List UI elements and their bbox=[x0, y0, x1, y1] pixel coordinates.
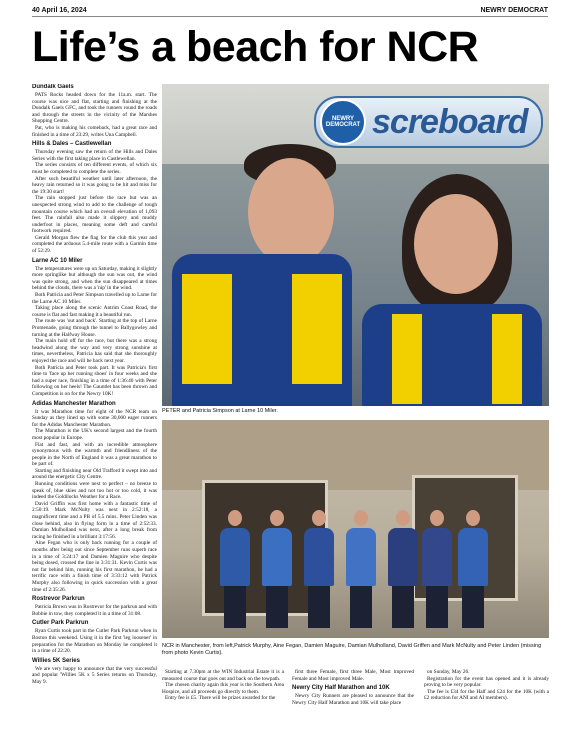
article-paragraph: The rain stopped just before the race but was an unexpected strong wind to add to the challenge of tough mountain course which had an overall elevation of 1,093 feet. The rainfall also made it slippery and muddy underfoot in places, meaning some deft and careful footwork required. bbox=[32, 195, 157, 235]
manchester-photo bbox=[162, 420, 549, 638]
section-title: Dundalk Gaels bbox=[32, 84, 74, 90]
article-paragraph: The series consists of ten different events, of which six must be completed to complete the series. bbox=[32, 162, 157, 175]
team-runner bbox=[304, 510, 334, 628]
article-paragraph: Gerald Morgan flew the flag for the club this year and completed the arduous 5.4-mile route with a Garmin time of 52:29. bbox=[32, 234, 157, 255]
team-runner bbox=[262, 510, 292, 628]
article-paragraph: We are very happy to announce that the very successful and popular 'Willies 5K x 5 Series returns on Thursday, May 9. bbox=[32, 665, 157, 685]
bottom-paragraph: Starting at 7.30pm at the WIN Industrial Estate it is a measured course that goes out and back on the towpath. bbox=[162, 669, 284, 682]
team-runner bbox=[388, 510, 418, 628]
article-paragraph: David Griffin was first home with a fantastic time of 2:50:19. Mark McNulty was next in 2:52:18, a magnificent time and a PB of 5.5 mins. Peter Linden was close behind, also in flying form in a time of 2:52:33. Damian Mulholland was next, after a long break from racing he finished in a brilliant 3:17:56. bbox=[32, 500, 157, 540]
article-section bbox=[32, 84, 157, 138]
larne-photo-caption: PETER and Patricia Simpson at Larne 10 Miler. bbox=[162, 408, 278, 414]
article-section bbox=[32, 620, 157, 654]
article-paragraph: Ryan Curtis took part in the Cutler Park Parkrun when in Boston this weekend. Using it in the first 'leg loosener' in preparation for the Marathon on Monday he completed it in a time of 22:20. bbox=[32, 628, 157, 655]
manchester-photo-caption: NCR in Manchester, from left,Patrick Murphy, Aine Fegan, Damien Maguire, Damian Mulholland, David Griffen and Mark McNulty and Peter Linden (missing from photo Kevin Curtis). bbox=[162, 643, 542, 656]
article-paragraph: The Marathon is the UK's second largest and the fourth most popular in Europe. bbox=[32, 428, 157, 441]
article-paragraph: After such beautiful weather until later afternoon, the heavy rain returned so it was going to be hit and miss for the 19:30 start! bbox=[32, 175, 157, 195]
bottom-column-2 bbox=[292, 669, 414, 735]
publication-name: NEWRY DEMOCRAT bbox=[480, 6, 548, 14]
article-paragraph: Aine Fegan who is only back running for a couple of months after being out since September runs superb race in a time of 3:24:17 and Damien Maguire who despite being dosed, crossed the line in 3:31:31. Kevin Curtis was not far behind him, running his first marathon, he had a terrific race with a finish time of 3:33:12 with Patrick Murphy also following in quick succession with a great time of 2:35:26. bbox=[32, 540, 157, 593]
article-section bbox=[32, 141, 157, 255]
issue-date: 40 April 16, 2024 bbox=[32, 6, 87, 14]
article-paragraph: PATS Rocks headed down for the 11a.m. start. The course was nice and flat, starting and finishing at the Dundalk Gaels GFC, and took the runners round the roads and through the streets in the vicinity of the Marshes Shopping Centre. bbox=[32, 92, 157, 125]
article-paragraph: Flat and fast, and with an incredible atmosphere synonymous with the warmth and friendliness of the people in the North of England it was a great marathon to be part of. bbox=[32, 441, 157, 468]
article-section bbox=[32, 401, 157, 594]
team-runner bbox=[458, 510, 488, 628]
bottom-column-1 bbox=[162, 669, 284, 735]
bottom-paragraph: The fee is £34 for the Half and £24 for the 10K (with a £2 reduction for ANI and AI members). bbox=[424, 688, 549, 702]
larne-photo bbox=[162, 84, 549, 406]
newspaper-emblem: NEWRY DEMOCRAT bbox=[320, 99, 366, 145]
logo-wordmark: screboard bbox=[372, 102, 528, 141]
bottom-column-3 bbox=[424, 669, 549, 735]
section-title: Willies 5K Series bbox=[32, 657, 80, 664]
article-section bbox=[32, 258, 157, 398]
article-paragraph: The route was 'out and back'. Starting at the top of Larne Promenade, going through the tunnel to Ballygowley and turning at the Halfway House. bbox=[32, 318, 157, 338]
article-paragraph: The temperatures were up on Saturday, making it slightly more springlike but although the sun was out, the wind was quite strong, and when the sun disappeared at times behind the clouds, there was a 'nip' in the wind. bbox=[32, 265, 157, 292]
article-section bbox=[32, 596, 157, 617]
bottom-paragraph: Entry fee is £5. There will be prizes awarded for the bbox=[165, 695, 276, 702]
team-runner bbox=[346, 510, 376, 628]
section-title: Rostrevor Parkrun bbox=[32, 596, 85, 603]
left-column bbox=[32, 84, 157, 724]
runner-peter bbox=[162, 144, 352, 406]
section-title: Hills & Dales – Castlewellan bbox=[32, 141, 112, 148]
bottom-paragraph: first three Female, first three Male, Most improved Female and Most improved Male. bbox=[292, 669, 414, 682]
runner-patricia bbox=[352, 174, 549, 406]
bottom-paragraph: Newry City Runners are pleased to announce that the Newry City Half Marathon and 10K will take place bbox=[292, 693, 414, 706]
bottom-paragraph: The chosen charity again this year is the Southern Area Hospice, and all proceeds go directly to them. bbox=[162, 682, 284, 695]
article-paragraph: It was Marathon time for eight of the NCR team on Sunday as they lined up with some 30,000 eager runners for the Adidas Manchester Marathon. bbox=[32, 408, 157, 428]
article-paragraph: Running conditions were next to perfect – no breeze to speak of, blue skies and not too hot or too cold, it was indeed the Goldilocks Weather for a Race. bbox=[32, 481, 157, 501]
page-headline: Life’s a beach for NCR bbox=[32, 23, 479, 71]
section-title: Larne AC 10 Miler bbox=[32, 257, 83, 264]
article-paragraph: Pat, who is making his comeback, had a great race and finished in a time of 23:29, writes Una Campbell. bbox=[32, 124, 157, 138]
article-paragraph: The main hold off for the race, but there was a strong headwind along the way and very strong sunshine at times, nevertheless, Patricia has said that she thoroughly enjoyed the race and will be back next year. bbox=[32, 338, 157, 364]
article-section bbox=[32, 658, 157, 686]
section-title: Newry City Half Marathon and 10K bbox=[292, 685, 390, 692]
article-paragraph: Taking place along the scenic Antrim Coast Road, the course is flat and fast making it a beautiful run. bbox=[32, 305, 157, 318]
article-paragraph: Both Patricia and Peter Simpson travelled up to Larne for the Larne AC 10 Miler. bbox=[32, 292, 157, 305]
team-runner bbox=[422, 510, 452, 628]
section-title: Cutler Park Parkrun bbox=[32, 620, 89, 627]
team-runner bbox=[220, 510, 250, 628]
section-title: Adidas Manchester Marathon bbox=[32, 400, 116, 407]
bottom-paragraph: on Sunday, May 26. bbox=[427, 669, 470, 675]
article-paragraph: Thursday evening saw the return of the Hills and Dales Series with the first taking place in Castlewellan. bbox=[32, 149, 157, 162]
scoreboard-logo bbox=[314, 96, 543, 148]
article-paragraph: Both Patricia and Peter took part. It was Patricia's first time to 'face up her running shoes' in four weeks and she had a super race, finishing in a time of 1:36:40 with Peter following on her heels! The Gauntlet has been thrown and Competition is on for the Newry 10K! bbox=[32, 364, 157, 397]
bottom-paragraph: Registration for the event has opened and it is already proving to be very popular. bbox=[424, 675, 549, 689]
article-paragraph: Patricia Brown was in Rostrevor for the parkrun and with Bobbie in tow, they completed it in a time of 31:08. bbox=[32, 604, 157, 617]
article-paragraph: Starting and finishing near Old Trafford it swept into and around the energetic City Centre. bbox=[32, 467, 157, 481]
